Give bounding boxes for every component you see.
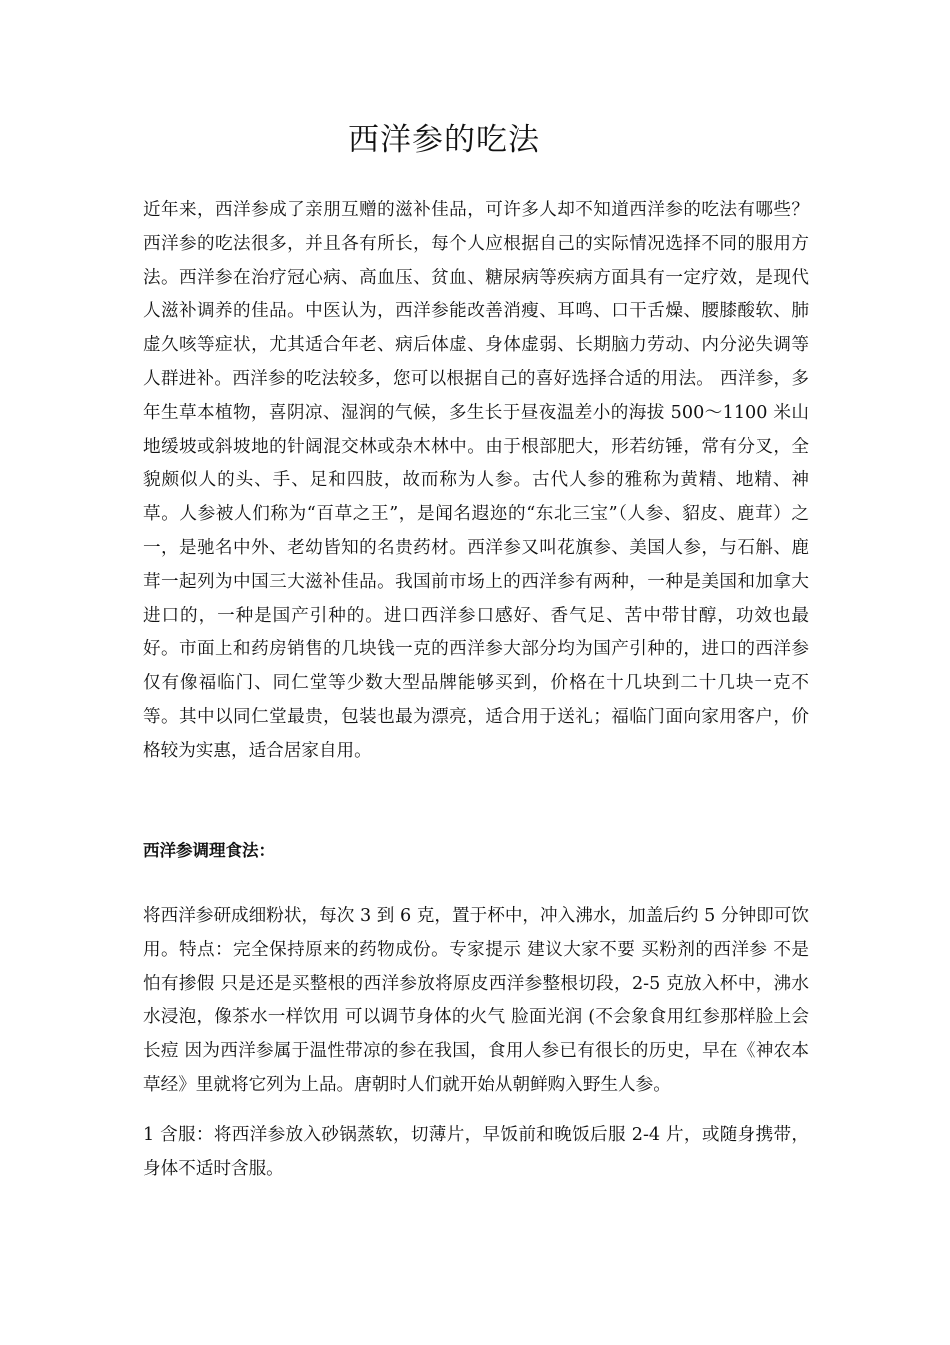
item-paragraph-1: 1 含服：将西洋参放入砂锅蒸软，切薄片，早饭前和晚饭后服 2-4 片，或随身携带，身体不适时含服。 — [143, 1124, 809, 1179]
document-body — [143, 194, 809, 1186]
intro-paragraph: 近年来，西洋参成了亲朋互赠的滋补佳品，可许多人却不知道西洋参的吃法有哪些？西洋参的吃法很多，并且各有所长，每个人应根据自己的实际情况选择不同的服用方法。西洋参在治疗冠心病、高血压、贫血、糖尿病等疾病方面具有一定疗效，是现代人滋补调养的佳品。中医认为，西洋参能改善消瘦、耳鸣、口干舌燥、腰膝酸软、肺虚久咳等症状，尤其适合年老、病后体虚、身体虚弱、长期脑力劳动、内分泌失调等人群进补。西洋参的吃法较多，您可以根据自己的喜好选择合适的用法。 西洋参，多年生草本植物，喜阴凉、湿润的气候，多生长于昼夜温差小的海拔 500～1100 米山地缓坡或斜坡地的针阔混交林或杂木林中。由于根部肥大，形若纺锤，常有分叉，全貌颇似人的头、手、足和四肢，故而称为人参。古代人参的雅称为黄精、地精、神草。人参被人们称为“百草之王”，是闻名遐迩的“东北三宝”（人参、貂皮、鹿茸）之一，是驰名中外、老幼皆知的名贵药材。西洋参又叫花旗参、美国人参，与石斛、鹿茸一起列为中国三大滋补佳品。我国前市场上的西洋参有两种，一种是美国和加拿大进口的，一种是国产引种的。进口西洋参口感好、香气足、苦中带甘醇，功效也最好。市面上和药房销售的几块钱一克的西洋参大部分均为国产引种的，进口的西洋参仅有像福临门、同仁堂等少数大型品牌能够买到，价格在十几块到二十几块一克不等。其中以同仁堂最贵，包装也最为漂亮，适合用于送礼；福临门面向家用客户，价格较为实惠，适合居家自用。 — [143, 200, 809, 761]
document-title: 西洋参的吃法 — [348, 122, 540, 158]
method-paragraph: 将西洋参研成细粉状，每次 3 到 6 克，置于杯中，冲入沸水，加盖后约 5 分钟即可饮用。特点：完全保持原来的药物成份。专家提示 建议大家不要 买粉剂的西洋参 不是怕有掺假 只是还是买整根的西洋参放将原皮西洋参整根切段，2-5 克放入杯中，沸水水浸泡，像茶水一样饮用 可以调节身体的火气 脸面光润 (不会象食用红参那样脸上会长痘 因为西洋参属于温性带凉的参在我国，食用人参已有很长的历史，早在《神农本草经》里就将它列为上品。唐朝时人们就开始从朝鲜购入野生人参。 — [143, 906, 809, 1095]
section-heading: 西洋参调理食法： — [143, 841, 275, 860]
